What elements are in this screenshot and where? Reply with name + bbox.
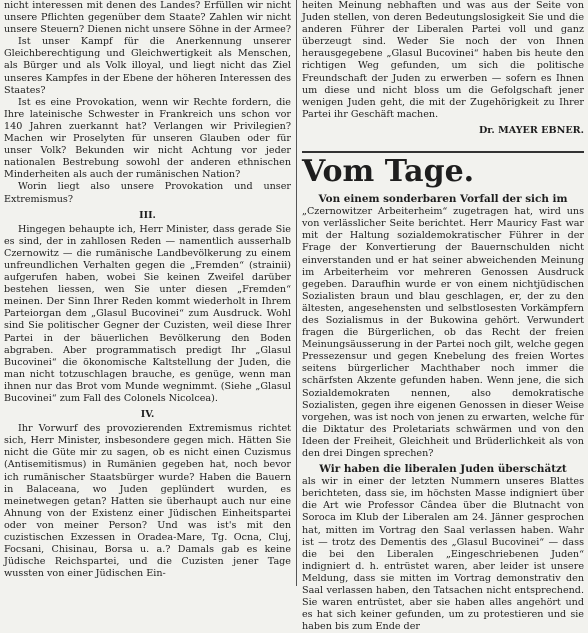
section-title: Vom Tage. <box>302 151 584 189</box>
article-subheading: Von einem sonderbaren Vorfall der sich im <box>318 193 568 206</box>
section-heading: IV. <box>140 409 155 421</box>
paragraph: „Czernowitzer Arbeiterheim“ zugetragen hat, wird uns von verlässlicher Seite berichtet. Herr Mauricy Fast war mit der Haltung sozialdemokratischer Führer in der Frage der Konvertierung der Bauernschulden nicht einverstanden und er hat seiner abweichenden Meinung im Arbeiterheim vor mehreren Genossen Ausdruck gegeben. Daraufhin wurde er von einem nichtjüdischen Sozialisten braun und blau geschlagen, er, der zu den ältesten, angesehensten und selbstlosesten Vorkämpfern des Sozialismus in der Bukowina gehört. Verwundert fragen die Bürgerlichen, ob das Recht der freien Meinungsäusserung in der Partei noch gilt, welche gegen Pressezensur und gegen Knebelung des freien Wortes seitens bürgerlicher Machthaber noch immer die schärfsten Akzente gefunden haben. Wenn jene, die sich Sozialdemokraten nennen, also demokratische Sozialisten, gegen ihre eigenen Genossen in dieser Weise vorgehen, was ist noch von jenen zu erwarten, welche für die Diktatur des Proletariats schwärmen und von den Ideen der Freiheit, Gleichheit und Brüderlichkeit als von den drei Dingen sprechen? <box>302 206 584 459</box>
article-subheading: Wir haben die liberalen Juden überschätzt <box>319 463 567 476</box>
column-divider <box>296 0 297 586</box>
paragraph: Hingegen behaupte ich, Herr Minister, dass gerade Sie es sind, der in zahllosen Reden — namentlich ausserhalb Czernowitz — die rumänische Landbevölkerung zu einem unfreundlichen Verhalten gegen die „Fremden“ (strainii) aufgerufen haben, wobei Sie keinen Zweifel darüber bestehen liessen, wen Sie unter diesen „Fremden“ meinen. Der Sinn Ihrer Reden kommt wiederholt in Ihrem Parteiorgan dem „Glasul Bucovinei“ zum Ausdruck. Wohl sind Sie politischer Gegner der Cuzisten, weil diese Ihrer Partei in der bäuerlichen Bevölkerung den Boden abgraben. Aber programmatisch predigt Ihr „Glasul Bucovinei“ die ökonomische Kaltstellung der Juden, die man nicht totzuschlagen brauche, es genüge, wenn man ihnen nur das Brot vom Munde wegnimmt. (Siehe „Glasul Bucovinei“ zum Fall des Colonels Nicolcea). <box>4 223 291 404</box>
section-heading: III. <box>139 209 156 221</box>
paragraph: als wir in einer der letzten Nummern unseres Blattes berichteten, dass sie, im höchsten Masse indigniert über die Art wie Professor Cândea über die Blutnacht von Soroca im Klub der Liberalen am 24. Jänner gesprochen hat, mitten im Vortrag den Saal verlassen haben. Wahr ist — trotz des Dementis des „Glasul Bucovinei“ — dass die bei den Liberalen „Eingeschriebenen Juden“ indigniert d. h. entrüstet waren, aber leider ist unsere Meldung, dass sie mitten im Vortrag demonstrativ den Saal verlassen haben, den Tatsachen nicht entsprechend. Sie waren entrüstet, aber sie haben alles angehört und es hat sich keiner gefunden, um zu protestieren und sie haben bis zum Ende der <box>302 476 584 633</box>
paragraph: Ihr Vorwurf des provozierenden Extremismus richtet sich, Herr Minister, insbesondere gegen mich. Hätten Sie nicht die Güte mir zu sagen, ob es nicht einen Cuzismus (Antisemitismus) in Rumänien gegeben hat, noch bevor ich rumänischer Staatsbürger wurde? Haben die Bauern in Balaceana, wo Juden geplündert wurden, es meinetwegen getan? Hatten sie überhaupt auch nur eine Ahnung von der Existenz einer Jüdischen Einheitspartei oder von meiner Person? Und was ist's mit den cuzistischen Exzessen in Oradea-Mare, Tg. Ocna, Cluj, Focsani, Chisinau, Borsa u. a.? Damals gab es keine Jüdische Reichspartei, und die Cuzisten jener Tage wussten von einer Jüdischen Ein- <box>4 423 291 580</box>
paragraph: heiten Meinung nebhaften und was aus der Seite von Juden stellen, von deren Bedeutungslosigkeit Sie und die anderen Führer der Liberalen Partei voll und ganz überzeugt sind. Weder Sie noch der von Ihnen herausgegebene „Glasul Bucovinei“ haben bis heute den richtigen Weg gefunden, um sich die politische Freundschaft der Juden zu erwerben — sofern es Ihnen um diese und nicht bloss um die Gefolgschaft jener wenigen Juden geht, die mit der Zugehörigkeit zu Ihrer Partei ihr Geschäft machen. <box>302 0 584 120</box>
paragraph: Ist es eine Provokation, wenn wir Rechte fordern, die Ihre lateinische Schwester in Frankreich uns schon vor 140 Jahren zuerkannt hat? Verlangen wir Privilegien? Machen wir Proselyten für unseren Glauben oder für unser Volk? Bekunden wir nicht Achtung vor jeder nationalen Bestrebung sowohl der anderen ethnischen Minderheiten als auch der rumänischen Nation? <box>4 96 291 181</box>
right-column <box>302 0 584 633</box>
author-signature: Dr. MAYER EBNER. <box>478 124 584 136</box>
left-column <box>4 0 291 580</box>
paragraph: Ist unser Kampf für die Anerkennung unserer Gleichberechtigung und Gleichwertigkeit als Menschen, als Bürger und als Volk illoyal, und liegt nicht das Ziel unseres Kampfes in der Ebene der höheren Interessen des Staates? <box>4 36 291 96</box>
paragraph: Worin liegt also unsere Provokation und unser Extremismus? <box>4 181 291 205</box>
paragraph: nicht interessen mit denen des Landes? Erfüllen wir nicht unsere Pflichten gegenüber dem Staate? Zahlen wir nicht unsere Steuern? Dienen nicht unsere Söhne in der Armee? <box>4 0 291 36</box>
